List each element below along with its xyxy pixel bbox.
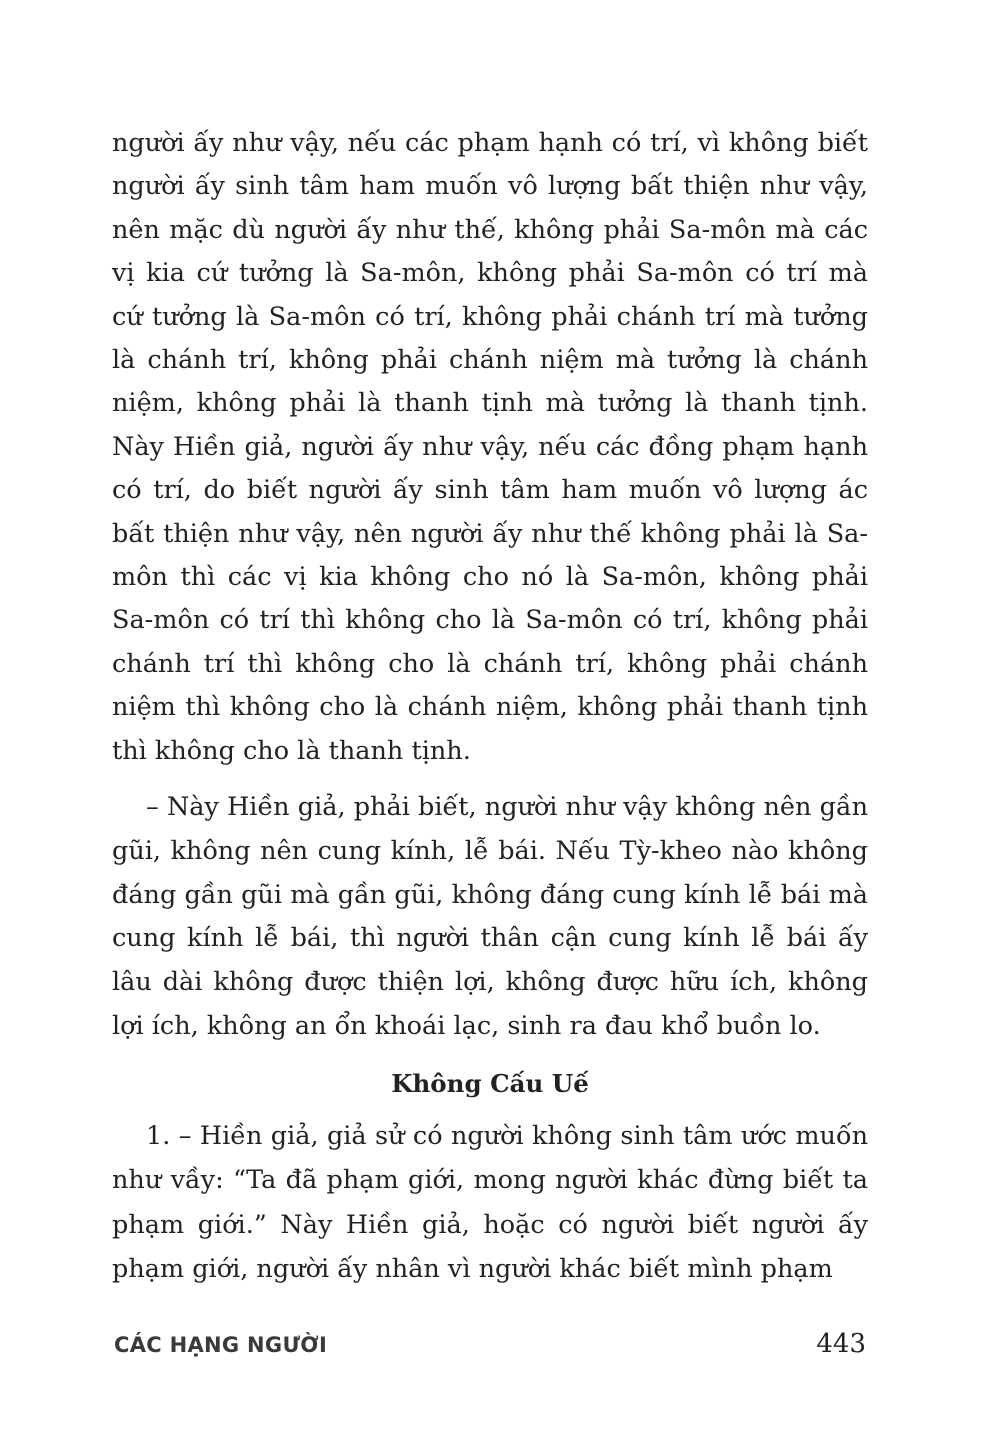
body-paragraph-3: 1. – Hiền giả, giả sử có người không sinh tâm ước muốn như vầy: “Ta đã phạm giới, mong người khác đừng biết ta phạm giới.” Này Hiền giả, hoặc có người biết người ấy phạm giới, người ấy nhân vì người khác biết mình phạm (112, 1121, 868, 1284)
running-footer-title: CÁC HẠNG NGƯỜI (114, 1333, 328, 1357)
section-heading: Không Cấu Uế (391, 1069, 589, 1098)
body-paragraph-1: người ấy như vậy, nếu các phạm hạnh có trí, vì không biết người ấy sinh tâm ham muốn vô lượng bất thiện như vậy, nên mặc dù người ấy như thế, không phải Sa-môn mà các vị kia cứ tưởng là Sa-môn, không phải Sa-môn có trí mà cứ tưởng là Sa-môn có trí, không phải chánh trí mà tưởng là chánh trí, không phải chánh niệm mà tưởng là chánh niệm, không phải là thanh tịnh mà tưởng là thanh tịnh. Này Hiền giả, người ấy như vậy, nếu các đồng phạm hạnh có trí, do biết người ấy sinh tâm ham muốn vô lượng ác bất thiện như vậy, nên người ấy như thế không phải là Sa-môn thì các vị kia không cho nó là Sa-môn, không phải Sa-môn có trí thì không cho là Sa-môn có trí, không phải chánh trí thì không cho là chánh trí, không phải chánh niệm thì không cho là chánh niệm, không phải thanh tịnh thì không cho là thanh tịnh. (112, 128, 868, 766)
page-number: 443 (816, 1329, 866, 1359)
body-paragraph-2: – Này Hiền giả, phải biết, người như vậy không nên gần gũi, không nên cung kính, lễ bái. Nếu Tỳ-kheo nào không đáng gần gũi mà gần gũi, không đáng cung kính lễ bái mà cung kính lễ bái, thì người thân cận cung kính lễ bái ấy lâu dài không được thiện lợi, không được hữu ích, không lợi ích, không an ổn khoái lạc, sinh ra đau khổ buồn lo. (112, 792, 868, 1041)
